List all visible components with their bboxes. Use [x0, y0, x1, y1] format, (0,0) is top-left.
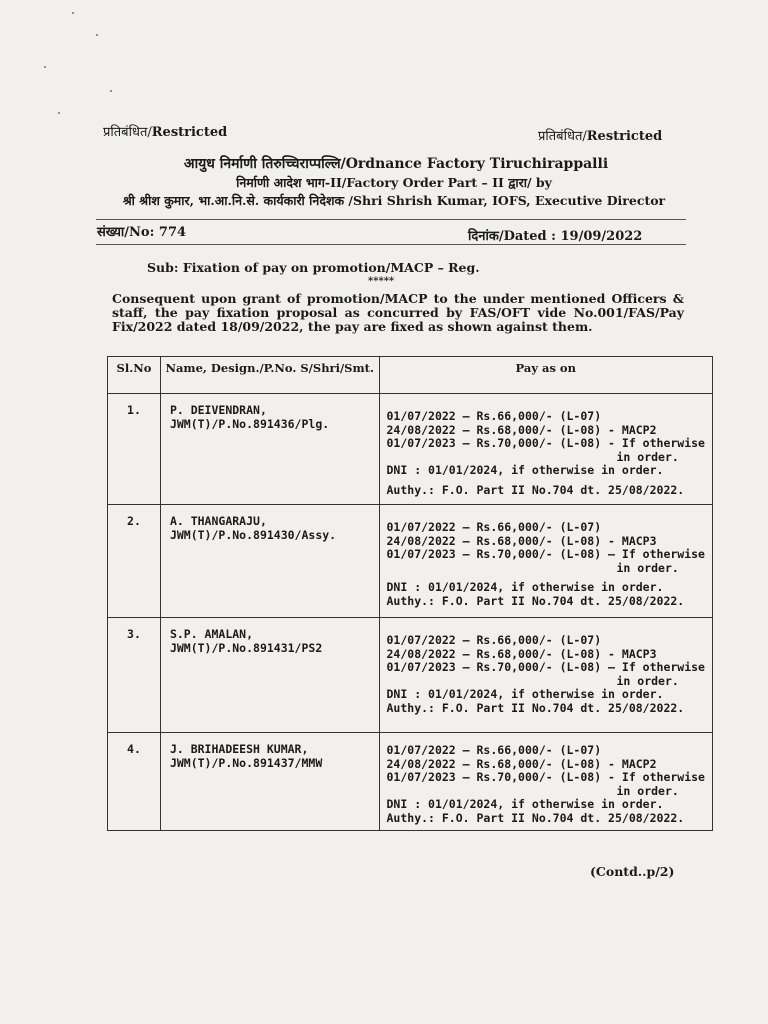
- body-paragraph: Consequent upon grant of promotion/MACP to the under mentioned Officers & staff, the pay fixation proposal as concurred by FAS/OFT vide No.001/FAS/Pay Fix/2022 dated 18/09/2022, the pay are fixed as shown against them.: [112, 291, 684, 334]
- row-slno: 3.: [127, 627, 141, 641]
- row-employee: S.P. AMALAN, JWM(T)/P.No.891431/PS2: [169, 627, 323, 655]
- table-header-row: [108, 357, 713, 394]
- row-pay-details: 01/07/2022 – Rs.66,000/- (L-07) 24/08/2022 – Rs.68,000/- (L-08) - MACP2 01/07/2023 – Rs.70,000/- (L-08) - If otherwise in order. DNI : 01/01/2024, if otherwise in order. Authy.: F.O. Part II No.704 dt. 25/08/2022.: [386, 409, 705, 497]
- continued-note: (Contd..p/2): [590, 864, 675, 879]
- row-pay-details: 01/07/2022 – Rs.66,000/- (L-07) 24/08/2022 – Rs.68,000/- (L-08) - MACP2 01/07/2023 – Rs.70,000/- (L-08) - If otherwise in order. DNI : 01/01/2024, if otherwise in order. Authy.: F.O. Part II No.704 dt. 25/08/2022.: [386, 743, 705, 825]
- table-row: [108, 733, 713, 831]
- restricted-label-right: प्रतिबंधित/Restricted: [538, 129, 663, 144]
- table-row: [108, 618, 713, 733]
- row-pay-details: 01/07/2022 – Rs.66,000/- (L-07) 24/08/2022 – Rs.68,000/- (L-08) - MACP3 01/07/2023 – Rs.70,000/- (L-08) – If otherwise in order. DNI : 01/01/2024, if otherwise in order. Authy.: F.O. Part II No.704 dt. 25/08/2022.: [386, 633, 705, 715]
- table-row: [108, 505, 713, 618]
- issuer-line: श्री श्रीश कुमार, भा.आ.नि.से. कार्यकारी निदेशक /Shri Shrish Kumar, IOFS, Executive Director: [122, 193, 666, 208]
- table-row: [108, 394, 713, 505]
- order-date: दिनांक/Dated : 19/09/2022: [468, 229, 643, 244]
- header-rule-bottom: [96, 244, 686, 245]
- row-employee: A. THANGARAJU, JWM(T)/P.No.891430/Assy.: [169, 514, 337, 542]
- header-slno: Sl.No: [108, 357, 161, 394]
- row-slno: 4.: [127, 742, 141, 756]
- restricted-label-left: प्रतिबंधित/Restricted: [103, 125, 228, 140]
- header-name: Name, Design./P.No. S/Shri/Smt.: [160, 357, 379, 394]
- row-slno: 1.: [127, 403, 141, 417]
- separator-stars: *****: [368, 276, 395, 287]
- header-rule-top: [96, 219, 686, 220]
- row-employee: P. DEIVENDRAN, JWM(T)/P.No.891436/Plg.: [169, 403, 330, 431]
- order-part-line: निर्माणी आदेश भाग-II/Factory Order Part – II द्वारा/ by: [236, 175, 552, 190]
- row-pay-details: 01/07/2022 – Rs.66,000/- (L-07) 24/08/2022 – Rs.68,000/- (L-08) - MACP3 01/07/2023 – Rs.70,000/- (L-08) – If otherwise in order. DNI : 01/01/2024, if otherwise in order. Authy.: F.O. Part II No.704 dt. 25/08/2022.: [386, 520, 705, 608]
- row-employee: J. BRIHADEESH KUMAR, JWM(T)/P.No.891437/MMW: [169, 742, 323, 770]
- row-slno: 2.: [127, 514, 141, 528]
- header-pay: Pay as on: [379, 357, 713, 394]
- pay-fixation-table: [107, 356, 713, 831]
- order-number: संख्या/No: 774: [97, 225, 187, 240]
- subject-line: Sub: Fixation of pay on promotion/MACP – Reg.: [147, 260, 480, 275]
- factory-name: आयुध निर्माणी तिरुच्चिराप्पल्लि/Ordnance Factory Tiruchirappalli: [183, 156, 609, 172]
